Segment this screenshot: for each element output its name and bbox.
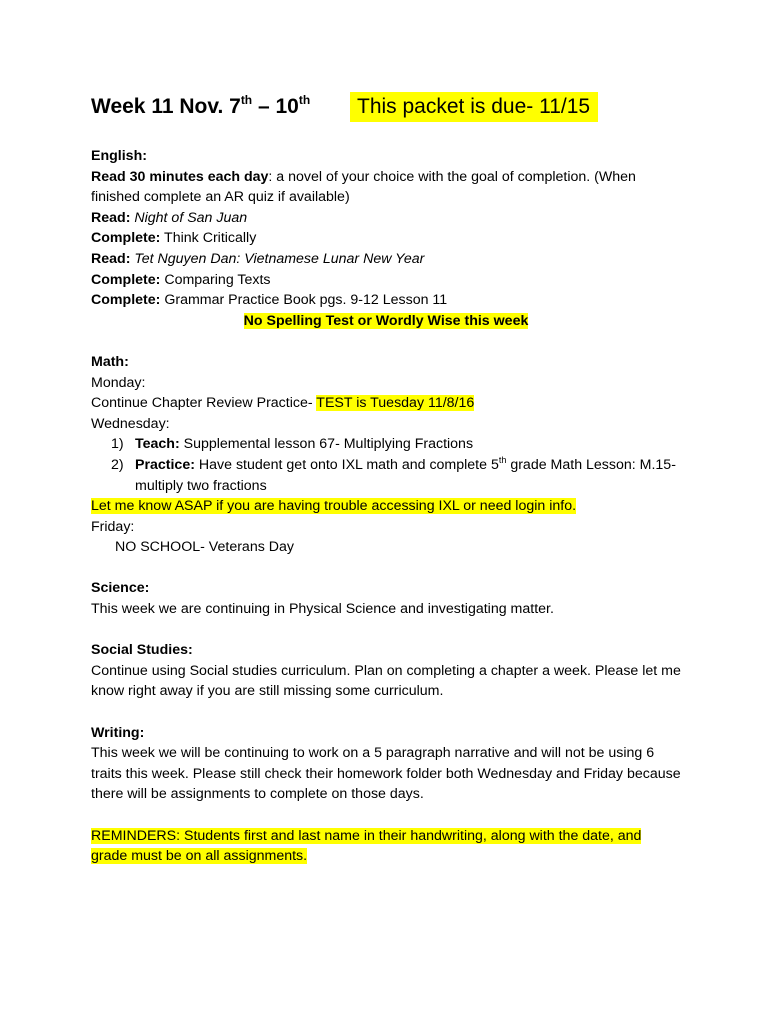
social-studies-heading: Social Studies:	[91, 642, 193, 659]
math-list-item-1: 1) Teach: Supplemental lesson 67- Multiplying Fractions	[111, 436, 474, 453]
math-list-item-2: 2) Practice: Have student get onto IXL math and complete 5th grade Math Lesson: M.15- multiply two fractions	[111, 454, 676, 494]
english-item-reading: Read 30 minutes each day: a novel of your choice with the goal of completion. (When finished complete an AR quiz if available)	[91, 168, 636, 206]
test-date-highlight: TEST is Tuesday 11/8/16	[316, 395, 475, 412]
social-studies-section	[91, 640, 681, 702]
reminders-notice: REMINDERS: Students first and last name in their handwriting, along with the date, and grade must be on all assignments.	[91, 827, 642, 865]
english-item-complete-3: Complete: Grammar Practice Book pgs. 9-12 Lesson 11	[91, 292, 448, 309]
english-item-read-1: Read: Night of San Juan	[91, 209, 248, 226]
social-studies-text: Continue using Social studies curriculum. Plan on completing a chapter a week. Please let me know right away if you are still missing some curriculum.	[91, 662, 681, 700]
english-heading: English:	[91, 148, 147, 164]
english-item-read-2: Read: Tet Nguyen Dan: Vietnamese Lunar New Year	[91, 250, 425, 267]
math-wednesday-label: Wednesday:	[91, 415, 170, 432]
science-section	[91, 578, 681, 619]
spelling-notice: No Spelling Test or Wordly Wise this week	[243, 312, 529, 329]
math-heading: Math:	[91, 353, 129, 370]
due-date-banner: This packet is due- 11/15	[350, 92, 598, 122]
math-friday-text: NO SCHOOL- Veterans Day	[115, 539, 294, 556]
ixl-notice: Let me know ASAP if you are having trouble accessing IXL or need login info.	[91, 498, 577, 515]
english-item-complete-1: Complete: Think Critically	[91, 230, 257, 247]
science-heading: Science:	[91, 580, 150, 597]
week-title: Week 11 Nov. 7th – 10th	[91, 93, 311, 118]
science-text: This week we are continuing in Physical Science and investigating matter.	[91, 601, 554, 618]
writing-heading: Writing:	[91, 724, 145, 741]
math-section	[91, 352, 681, 558]
math-monday-text: Continue Chapter Review Practice- TEST is Tuesday 11/8/16	[91, 395, 475, 412]
packet-content	[91, 90, 681, 867]
writing-section	[91, 723, 681, 805]
packet-header	[91, 90, 681, 124]
math-friday-label: Friday:	[91, 518, 135, 535]
english-section	[91, 146, 681, 331]
math-monday-label: Monday:	[91, 374, 146, 391]
writing-text: This week we will be continuing to work on a 5 paragraph narrative and will not be using 6 traits this week. Please still check their homework folder both Wednesday and Friday because there will be assignments to complete on those days.	[91, 745, 681, 803]
english-item-complete-2: Complete: Comparing Texts	[91, 271, 271, 288]
